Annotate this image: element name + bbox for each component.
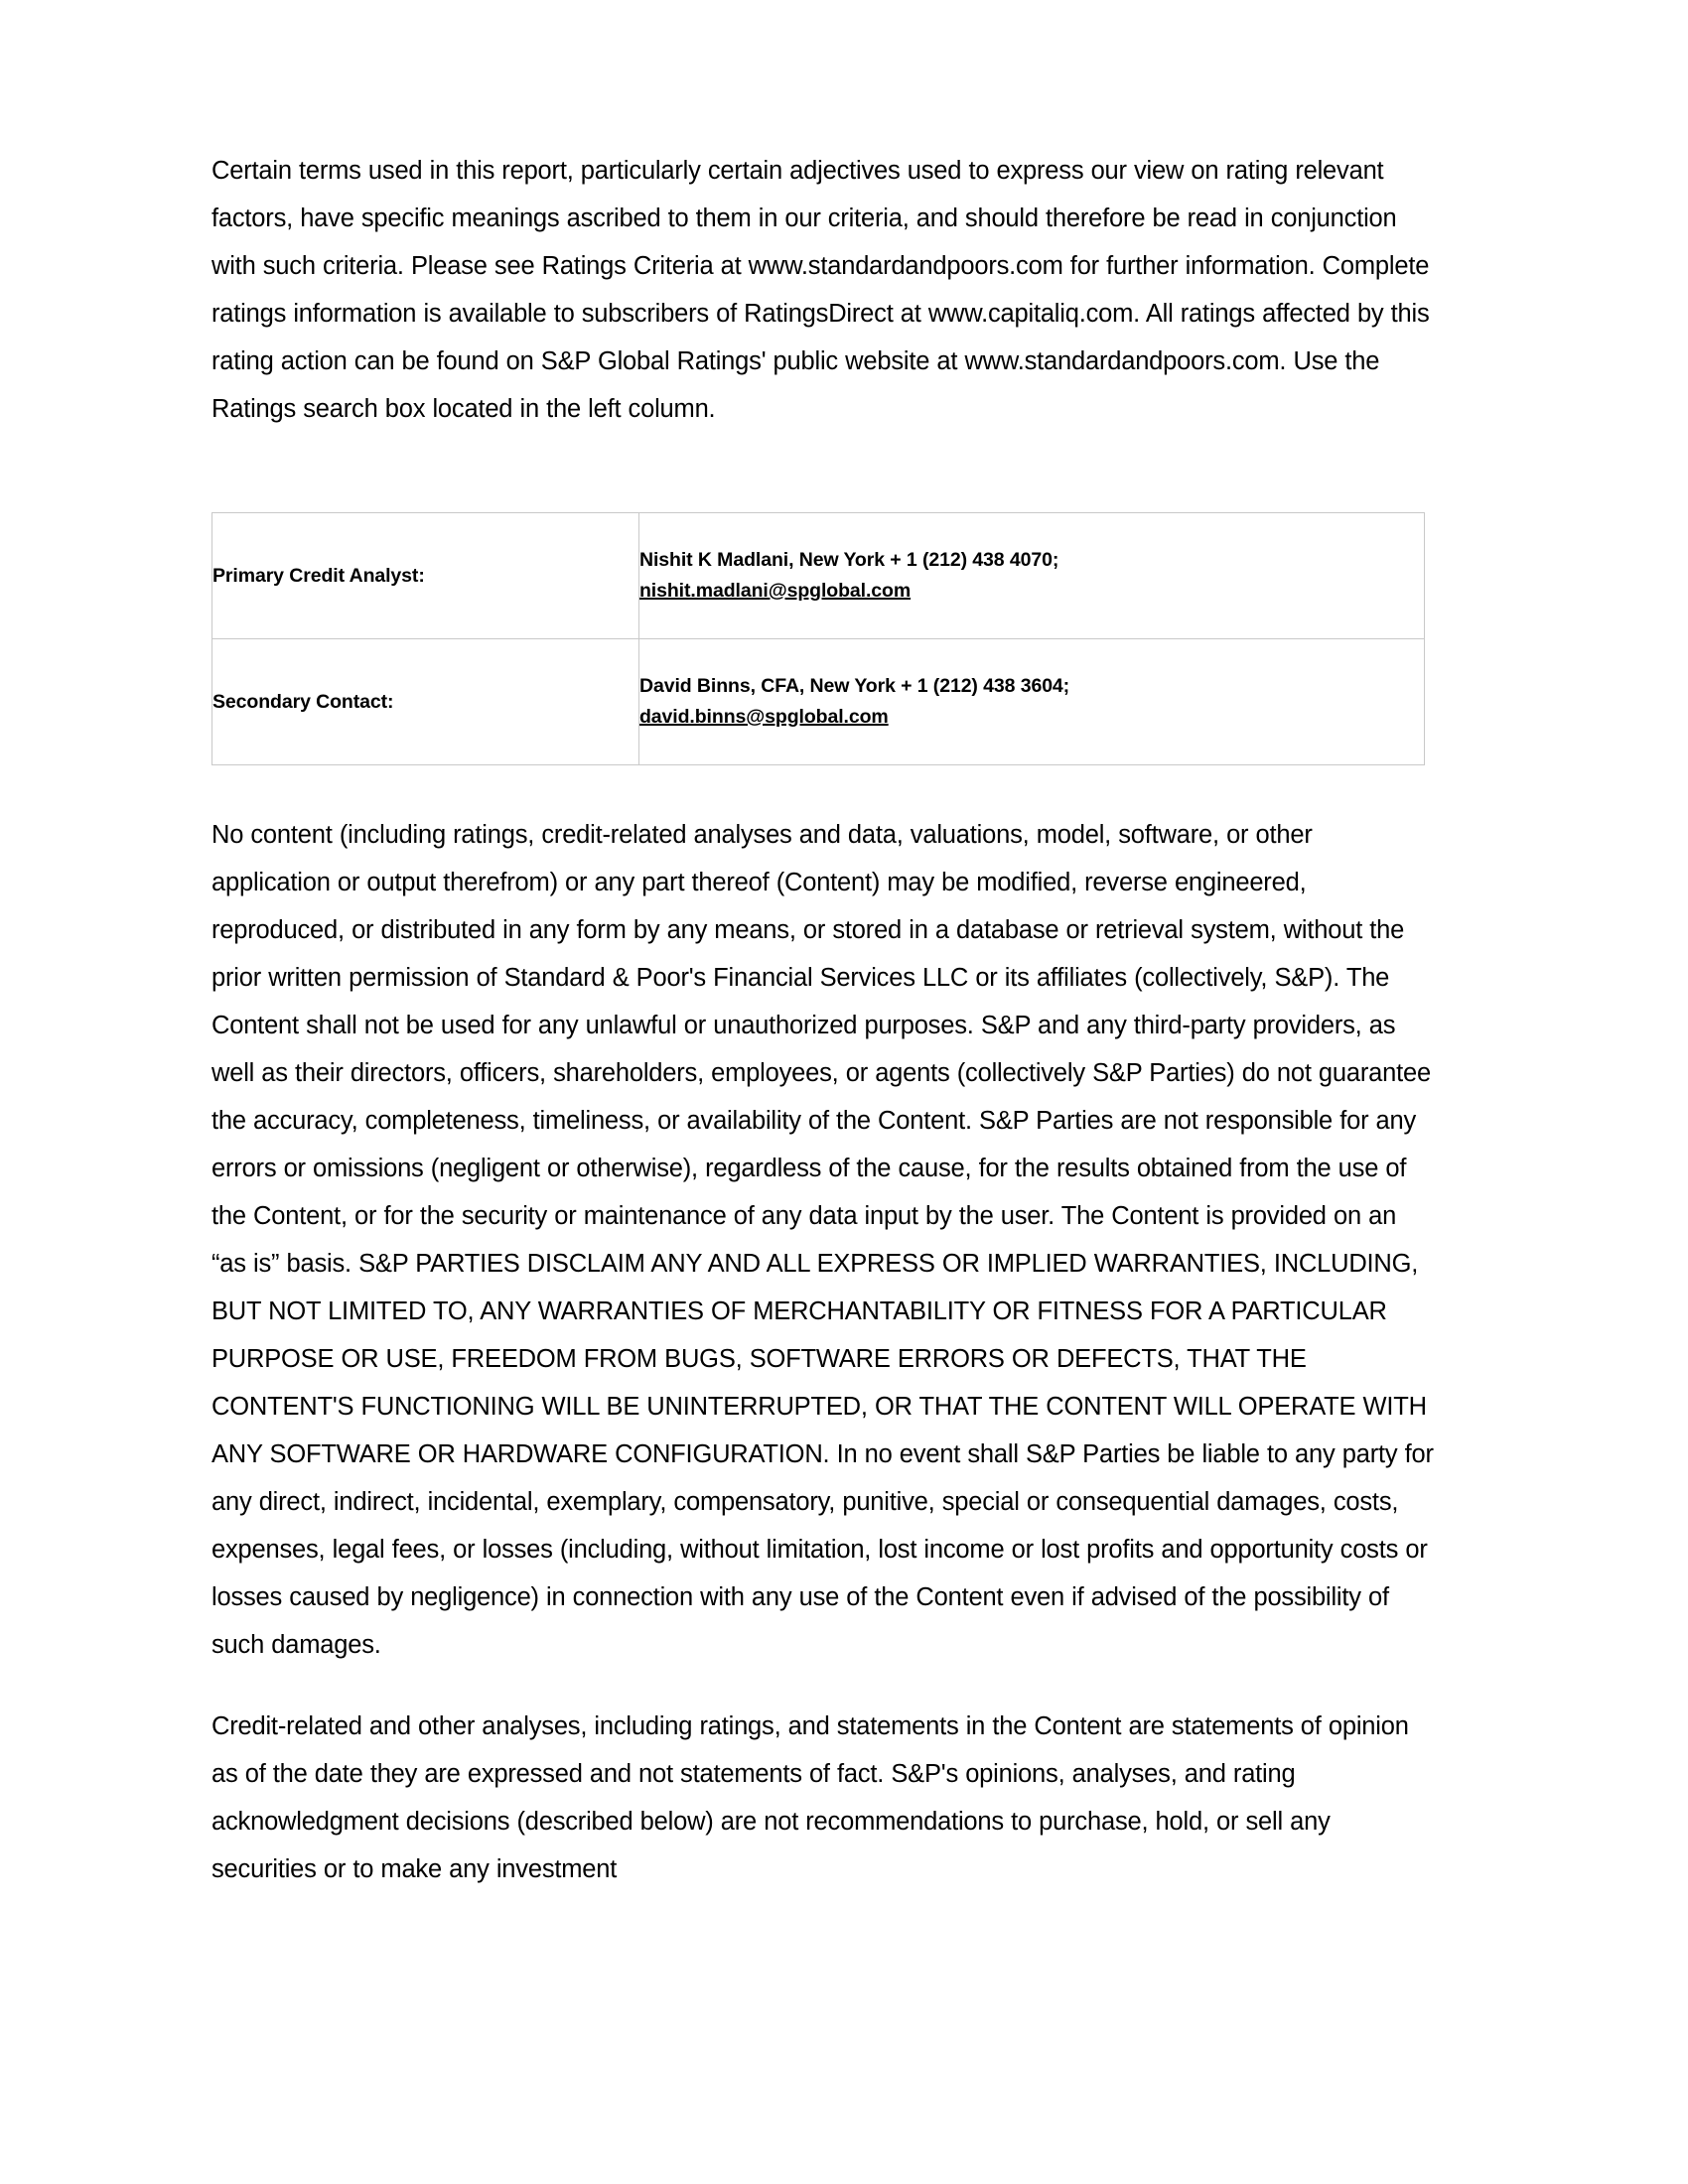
- secondary-contact-email-link[interactable]: david.binns@spglobal.com: [639, 706, 889, 728]
- secondary-contact-label: Secondary Contact:: [212, 639, 639, 765]
- table-row: [212, 513, 1425, 639]
- intro-paragraph: Certain terms used in this report, particularly certain adjectives used to express our view on rating relevant factors, have specific meanings ascribed to them in our criteria, and should therefore be read in conjunction with such criteria. Please see Ratings Criteria at www.standardandpoors.com for further information. Complete ratings information is available to subscribers of RatingsDirect at www.capitaliq.com. All ratings affected by this rating action can be found on S&P Global Ratings' public website at www.standardandpoors.com. Use the Ratings search box located in the left column.: [211, 157, 1430, 423]
- disclaimer-part-b: In no event shall S&P Parties be liable to any party for any direct, indirect, incidental, exemplary, compensatory, punitive, special or consequential damages, costs, expenses, legal fees, or losses (including, without limitation, lost income or lost profits and opportunity costs or losses caused by negligence) in connection with any use of the Content even if advised of the possibility of such damages.: [211, 1440, 1434, 1659]
- analyst-contact-table: [211, 512, 1425, 765]
- disclaimer-paragraph-1: [211, 811, 1435, 1669]
- primary-credit-analyst-value: [639, 513, 1425, 639]
- disclaimer-paragraph-2: Credit-related and other analyses, including ratings, and statements in the Content are statements of opinion as of the date they are expressed and not statements of fact. S&P's opinions, analyses, and rating acknowledgment decisions (described below) are not recommendations to purchase, hold, or sell any securities or to make any investment: [211, 1712, 1409, 1883]
- table-row: [212, 639, 1425, 765]
- primary-analyst-name-phone: Nishit K Madlani, New York + 1 (212) 438 4070;: [639, 549, 1059, 571]
- disclaimer-warranty-caps: S&P PARTIES DISCLAIM ANY AND ALL EXPRESS OR IMPLIED WARRANTIES, INCLUDING, BUT NOT LIMITED TO, ANY WARRANTIES OF MERCHANTABILITY OR FITNESS FOR A PARTICULAR PURPOSE OR USE, FREEDOM FROM BUGS, SOFTWARE ERRORS OR DEFECTS, THAT THE CONTENT'S FUNCTIONING WILL BE UNINTERRUPTED, OR THAT THE CONTENT WILL OPERATE WITH ANY SOFTWARE OR HARDWARE CONFIGURATION.: [211, 1250, 1427, 1468]
- secondary-contact-value: [639, 639, 1425, 765]
- secondary-contact-name-phone: David Binns, CFA, New York + 1 (212) 438 3604;: [639, 675, 1070, 697]
- page-content: [211, 147, 1435, 1893]
- primary-credit-analyst-label: Primary Credit Analyst:: [212, 513, 639, 639]
- primary-analyst-email-link[interactable]: nishit.madlani@spglobal.com: [639, 580, 912, 602]
- disclaimer-part-a: No content (including ratings, credit-related analyses and data, valuations, model, software, or other application or output therefrom) or any part thereof (Content) may be modified, reverse engineered, reproduced, or distributed in any form by any means, or stored in a database or retrieval system, without the prior written permission of Standard & Poor's Financial Services LLC or its affiliates (collectively, S&P). The Content shall not be used for any unlawful or unauthorized purposes. S&P and any third-party providers, as well as their directors, officers, shareholders, employees, or agents (collectively S&P Parties) do not guarantee the accuracy, completeness, timeliness, or availability of the Content. S&P Parties are not responsible for any errors or omissions (negligent or otherwise), regardless of the cause, for the results obtained from the use of the Content, or for the security or maintenance of any data input by the user. The Content is provided on an “as is” basis.: [211, 821, 1431, 1278]
